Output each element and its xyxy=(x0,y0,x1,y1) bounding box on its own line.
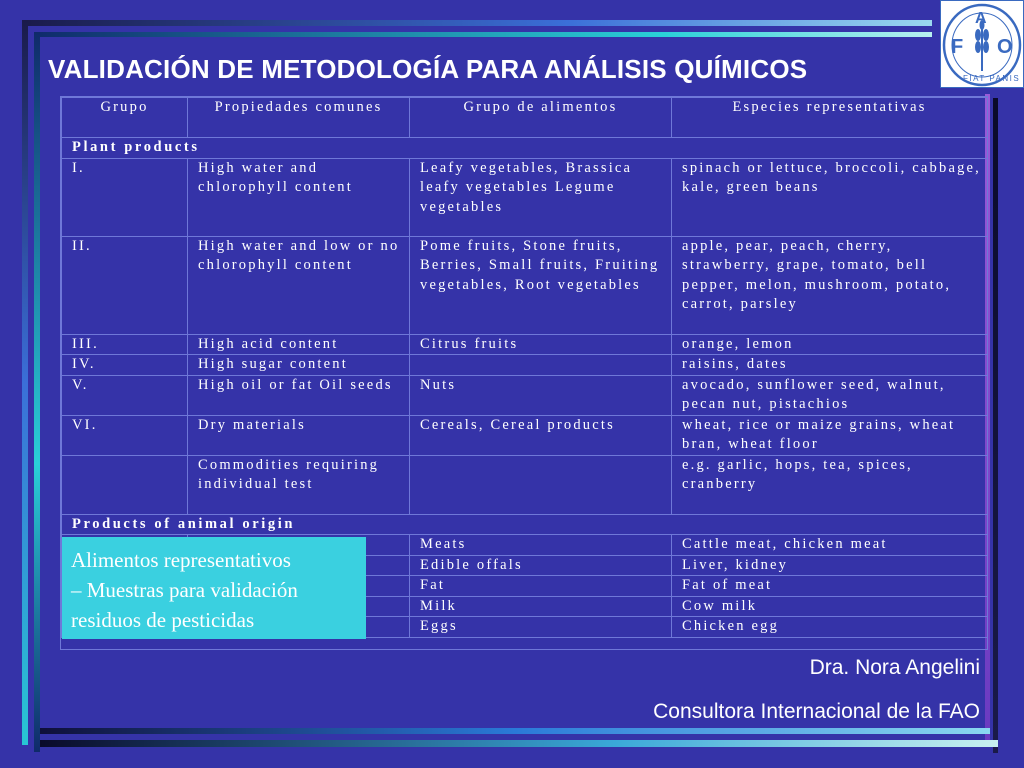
cell-species: Chicken egg xyxy=(672,617,988,638)
cell-food-group: Eggs xyxy=(410,617,672,638)
cell-food-group xyxy=(410,355,672,376)
table-header-row xyxy=(62,98,988,138)
frame-bar-left-inner xyxy=(34,32,40,752)
section-animal-products: Products of animal origin xyxy=(62,514,988,535)
header-especies: Especies representativas xyxy=(672,98,988,138)
note-line-1: Alimentos representativos xyxy=(71,548,291,572)
cell-properties: High acid content xyxy=(188,334,410,355)
author-name: Dra. Nora Angelini xyxy=(809,656,980,679)
header-grupo: Grupo xyxy=(62,98,188,138)
section-plant-products: Plant products xyxy=(62,138,988,159)
fao-logo xyxy=(940,0,1024,88)
frame-bar-left-outer xyxy=(22,20,28,745)
cell-group: IV. xyxy=(62,355,188,376)
section-row-plant xyxy=(62,138,988,159)
header-propiedades: Propiedades comunes xyxy=(188,98,410,138)
cell-species: orange, lemon xyxy=(672,334,988,355)
cell-properties: High water and chlorophyll content xyxy=(188,158,410,236)
section-row-animal xyxy=(62,514,988,535)
cell-properties: High sugar content xyxy=(188,355,410,376)
cell-food-group: Cereals, Cereal products xyxy=(410,415,672,455)
cell-properties: Commodities requiring individual test xyxy=(188,455,410,514)
table-row xyxy=(62,355,988,376)
cell-species: Fat of meat xyxy=(672,576,988,597)
frame-bar-bottom-outer xyxy=(40,728,990,734)
cell-species: avocado, sunflower seed, walnut, pecan nut, pistachios xyxy=(672,375,988,415)
cell-group: III. xyxy=(62,334,188,355)
logo-letter-o: O xyxy=(997,36,1013,58)
cell-species: raisins, dates xyxy=(672,355,988,376)
table-row xyxy=(62,334,988,355)
cell-properties: Dry materials xyxy=(188,415,410,455)
cell-group: II. xyxy=(62,236,188,334)
cell-properties: High water and low or no chlorophyll content xyxy=(188,236,410,334)
cell-group: VI. xyxy=(62,415,188,455)
logo-letter-f: F xyxy=(951,36,964,58)
frame-bar-right-inner xyxy=(993,98,998,753)
cell-food-group: Fat xyxy=(410,576,672,597)
table-row xyxy=(62,236,988,334)
cell-species: spinach or lettuce, broccoli, cabbage, kale, green beans xyxy=(672,158,988,236)
author-affiliation: Consultora Internacional de la FAO xyxy=(653,700,980,723)
cell-species: Liver, kidney xyxy=(672,555,988,576)
cell-species: wheat, rice or maize grains, wheat bran, wheat floor xyxy=(672,415,988,455)
cell-food-group: Edible offals xyxy=(410,555,672,576)
table-row xyxy=(62,455,988,514)
logo-motto: FIAT PANIS xyxy=(963,74,1021,83)
header-grupo-alimentos: Grupo de alimentos xyxy=(410,98,672,138)
frame-bar-top-inner xyxy=(34,32,932,37)
slide-title: VALIDACIÓN DE METODOLOGÍA PARA ANÁLISIS QUÍMICOS xyxy=(48,54,808,84)
fao-logo-icon xyxy=(941,1,1023,87)
frame-bar-top-outer xyxy=(22,20,932,26)
note-line-3: residuos de pesticidas xyxy=(71,608,255,632)
table-row xyxy=(62,158,988,236)
cell-food-group xyxy=(410,455,672,514)
cell-species: e.g. garlic, hops, tea, spices, cranberry xyxy=(672,455,988,514)
cell-species: Cattle meat, chicken meat xyxy=(672,535,988,556)
cell-group xyxy=(62,455,188,514)
table-row xyxy=(62,415,988,455)
logo-letter-a: A xyxy=(975,10,987,27)
cell-group: V. xyxy=(62,375,188,415)
cell-properties: High oil or fat Oil seeds xyxy=(188,375,410,415)
table-row xyxy=(62,375,988,415)
cell-species: Cow milk xyxy=(672,596,988,617)
cell-food-group: Citrus fruits xyxy=(410,334,672,355)
cell-food-group: Pome fruits, Stone fruits, Berries, Small fruits, Fruiting vegetables, Root vegetables xyxy=(410,236,672,334)
cell-food-group: Leafy vegetables, Brassica leafy vegetables Legume vegetables xyxy=(410,158,672,236)
note-line-2: – Muestras para validación xyxy=(71,578,298,602)
cell-species: apple, pear, peach, cherry, strawberry, grape, tomato, bell pepper, melon, mushroom, potato, carrot, parsley xyxy=(672,236,988,334)
cell-food-group: Meats xyxy=(410,535,672,556)
cell-food-group: Nuts xyxy=(410,375,672,415)
frame-bar-bottom-inner xyxy=(40,740,998,747)
cell-food-group: Milk xyxy=(410,596,672,617)
note-box xyxy=(62,537,366,639)
cell-group: I. xyxy=(62,158,188,236)
